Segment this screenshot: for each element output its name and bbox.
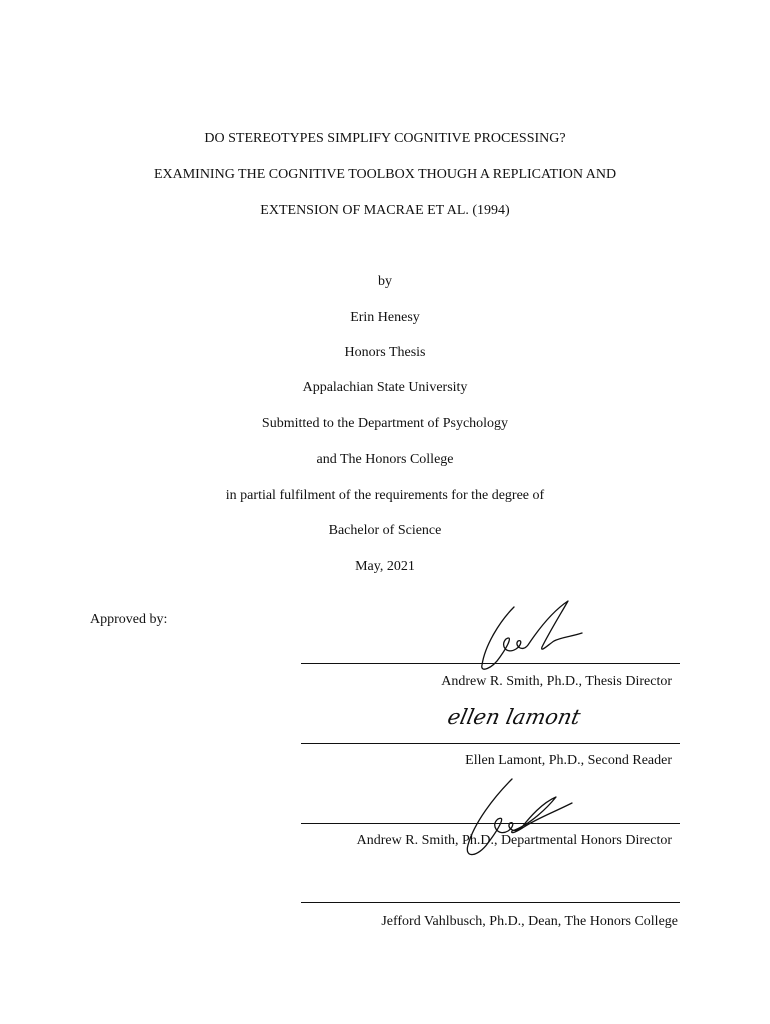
title-line-1: DO STEREOTYPES SIMPLIFY COGNITIVE PROCESSING? — [204, 131, 566, 146]
signature-label-2: Ellen Lamont, Ph.D., Second Reader — [465, 753, 672, 768]
signature-line-3 — [301, 823, 680, 824]
requirement-statement: in partial fulfilment of the requirements for the degree of — [225, 488, 545, 503]
signature-label-1: Andrew R. Smith, Ph.D., Thesis Director — [441, 674, 672, 689]
signature-label-3: Andrew R. Smith, Ph.D., Departmental Honors Director — [356, 833, 672, 848]
signature-ellen-lamont — [440, 698, 583, 734]
by-label: by — [378, 274, 392, 289]
signature-label-4: Jefford Vahlbusch, Ph.D., Dean, The Honors College — [381, 914, 678, 929]
signature-andrew-smith-2 — [456, 773, 581, 865]
signature-ellen-lamont-text: ellen lamont — [445, 705, 583, 730]
title-line-3: EXTENSION OF MACRAE ET AL. (1994) — [260, 203, 510, 218]
signature-line-4 — [301, 902, 680, 903]
submitted-to: Submitted to the Department of Psychology — [261, 416, 509, 431]
author-name: Erin Henesy — [350, 310, 420, 325]
document-type: Honors Thesis — [344, 345, 426, 360]
title-line-2: EXAMINING THE COGNITIVE TOOLBOX THOUGH A REPLICATION AND — [153, 167, 617, 182]
approved-by-label: Approved by: — [90, 612, 168, 627]
university-name: Appalachian State University — [302, 380, 468, 395]
college-name: and The Honors College — [316, 452, 454, 467]
degree-name: Bachelor of Science — [328, 523, 442, 538]
signature-line-2 — [301, 743, 680, 744]
signature-line-1 — [301, 663, 680, 664]
submission-date: May, 2021 — [355, 559, 415, 574]
